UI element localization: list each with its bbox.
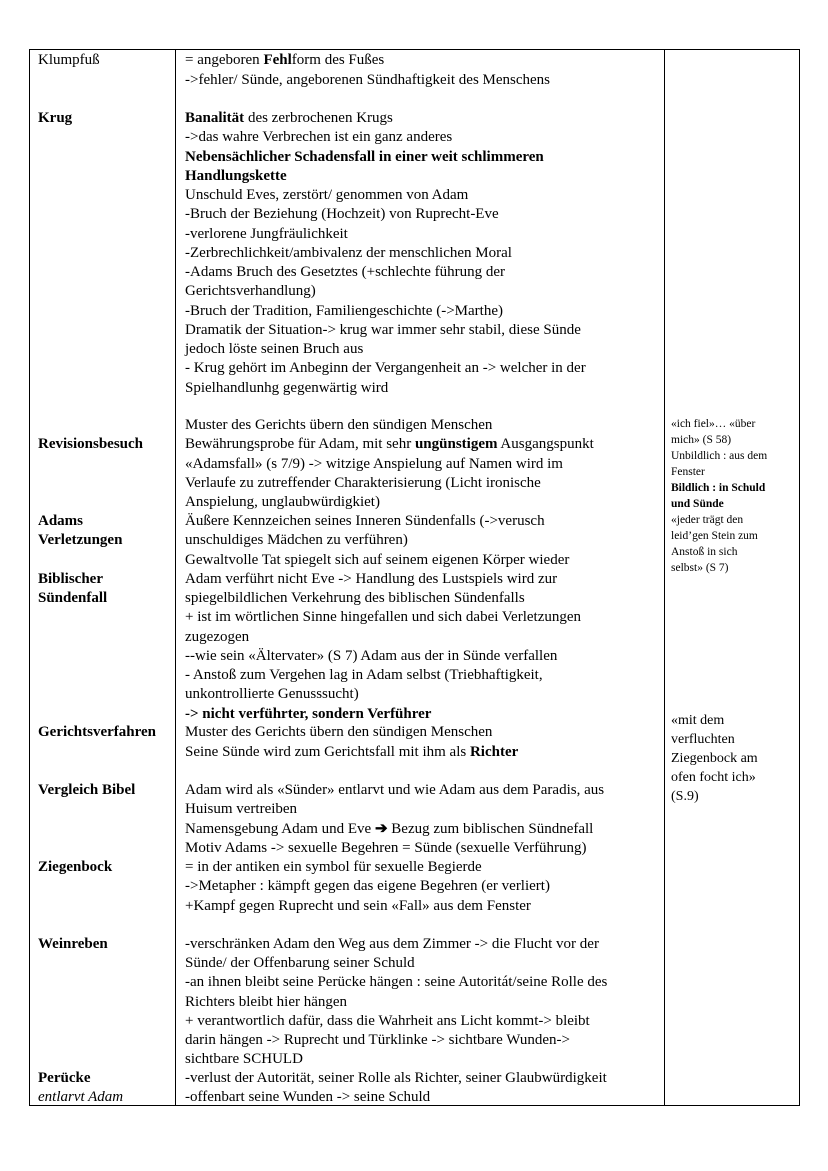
keyword-adams-verletzungen-line1: Adams [38,513,84,529]
content-line: Bewährungsprobe für Adam, mit sehr ungünstigem Ausgangspunkt [185,436,594,452]
content-line: Banalität des zerbrochenen Krugs [185,110,393,126]
content-line: -offenbart seine Wunden -> seine Schuld [185,1089,431,1105]
note-line: leid’gen Stein zum [671,530,758,542]
content-line: Äußere Kennzeichen seines Inneren Sündenfalls (->verusch [185,513,545,529]
note-line: Bildlich : in Schuld [671,482,766,494]
note-line: Anstoß in sich [671,546,738,558]
content-line: Muster des Gerichts übern den sündigen Menschen [185,417,493,433]
content-line: jedoch löste seinen Bruch aus [185,341,364,357]
note-line: und Sünde [671,498,724,510]
content-line: Gewaltvolle Tat spiegelt sich auf seinem eigenen Körper wieder [185,552,570,568]
note-line: selbst» (S 7) [671,562,729,574]
content-line: -Bruch der Tradition, Familiengeschichte (->Marthe) [185,303,503,319]
note-line: Fenster [671,466,705,478]
content-line: + ist im wörtlichen Sinne hingefallen und sich dabei Verletzungen [185,609,582,625]
content-line: sichtbare SCHULD [185,1051,303,1067]
column-divider-1 [175,50,176,1105]
content-line: Gerichtsverhandlung) [185,283,316,299]
content-line: Motiv Adams -> sexuelle Begehren = Sünde (sexuelle Verführung) [185,840,587,856]
content-line: Verlaufe zu zutreffender Charakterisierung (Licht ironische [185,475,541,491]
keyword-adams-verletzungen-line2: Verletzungen [38,532,123,548]
content-line: +Kampf gegen Ruprecht und sein «Fall» aus dem Fenster [185,898,531,914]
content-line: Namensgebung Adam und Eve ➔ Bezug zum biblischen Sündnefall [185,821,594,837]
keyword-peruecke-subtitle: entlarvt Adam [38,1089,124,1105]
content-line: Huisum vertreiben [185,801,298,817]
note-line: (S.9) [671,789,699,804]
note-line: mich» (S 58) [671,434,732,446]
content-line: Seine Sünde wird zum Gerichtsfall mit ihm als Richter [185,744,519,760]
content-line: Dramatik der Situation-> krug war immer sehr stabil, diese Sünde [185,322,581,338]
content-line: -Bruch der Beziehung (Hochzeit) von Ruprecht-Eve [185,206,499,222]
content-line: Spielhandlunhg gegenwärtig wird [185,380,389,396]
content-line: Nebensächlicher Schadensfall in einer weit schlimmeren [185,149,544,165]
content-line: -verlorene Jungfräulichkeit [185,226,348,242]
keyword-vergleich-bibel: Vergleich Bibel [38,782,136,798]
content-line: -verlust der Autorität, seiner Rolle als Richter, seiner Glaubwürdigkeit [185,1070,607,1086]
content-line: ->das wahre Verbrechen ist ein ganz anderes [185,129,453,145]
content-line: darin hängen -> Ruprecht und Türklinke -> sichtbare Wunden-> [185,1032,570,1048]
keyword-ziegenbock: Ziegenbock [38,859,113,875]
note-line: «mit dem [671,713,725,728]
arrow-right-icon: ➔ [374,821,388,837]
content-line: ->Metapher : kämpft gegen das eigene Begehren (er verliert) [185,878,550,894]
note-line: «ich fiel»… «über [671,418,756,430]
note-line: Ziegenbock am [671,751,758,766]
note-line: verfluchten [671,732,735,747]
content-line: Sünde/ der Offenbarung seiner Schuld [185,955,415,971]
content-line: unkontrollierte Genusssucht) [185,686,359,702]
content-line: spiegelbildlichen Verkehrung des biblischen Sündenfalls [185,590,525,606]
content-line: --wie sein «Ältervater» (S 7) Adam aus der in Sünde verfallen [185,648,558,664]
content-line: -Adams Bruch des Gesetztes (+schlechte führung der [185,264,506,280]
content-line: -> nicht verführter, sondern Verführer [185,706,432,722]
content-line: = in der antiken ein symbol für sexuelle Begierde [185,859,482,875]
keyword-krug: Krug [38,110,73,126]
note-line: «jeder trägt den [671,514,744,526]
content-line: -Zerbrechlichkeit/ambivalenz der menschlichen Moral [185,245,512,261]
content-line: + verantwortlich dafür, dass die Wahrheit ans Licht kommt-> bleibt [185,1013,590,1029]
content-line: - Anstoß zum Vergehen lag in Adam selbst (Triebhaftigkeit, [185,667,543,683]
note-line: Unbildlich : aus dem [671,450,768,462]
content-line: Anspielung, unglaubwürdigkiet) [185,494,380,510]
content-line: -verschränken Adam den Weg aus dem Zimmer -> die Flucht vor der [185,936,599,952]
content-line: zugezogen [185,629,250,645]
content-line: Unschuld Eves, zerstört/ genommen von Adam [185,187,469,203]
keyword-gerichtsverfahren: Gerichtsverfahren [38,724,157,740]
content-line: Adam wird als «Sünder» entlarvt und wie Adam aus dem Paradis, aus [185,782,605,798]
content-line: Handlungskette [185,168,287,184]
keyword-weinreben: Weinreben [38,936,108,952]
content-line: -an ihnen bleibt seine Perücke hängen : seine Autoritát/seine Rolle des [185,974,608,990]
note-line: ofen focht ich» [671,770,756,785]
content-line: unschuldiges Mädchen zu verführen) [185,532,408,548]
keyword-biblischer-suendenfall-line1: Biblischer [38,571,104,587]
content-line: ->fehler/ Sünde, angeborenen Sündhaftigkeit des Menschens [185,72,551,88]
keyword-peruecke: Perücke [38,1070,91,1086]
content-line: = angeboren Fehlform des Fußes [185,52,385,68]
content-line: - Krug gehört im Anbeginn der Vergangenheit an -> welcher in der [185,360,586,376]
keyword-revisionsbesuch: Revisionsbesuch [38,436,144,452]
keyword-biblischer-suendenfall-line2: Sündenfall [38,590,108,606]
content-line: Muster des Gerichts übern den sündigen Menschen [185,724,493,740]
keyword-klumpfuss: Klumpfuß [38,52,100,68]
content-line: Richters bleibt hier hängen [185,994,348,1010]
content-line: «Adamsfall» (s 7/9) -> witzige Anspielung auf Namen wird im [185,456,563,472]
column-divider-2 [664,50,665,1105]
content-line: Adam verführt nicht Eve -> Handlung des Lustspiels wird zur [185,571,558,587]
